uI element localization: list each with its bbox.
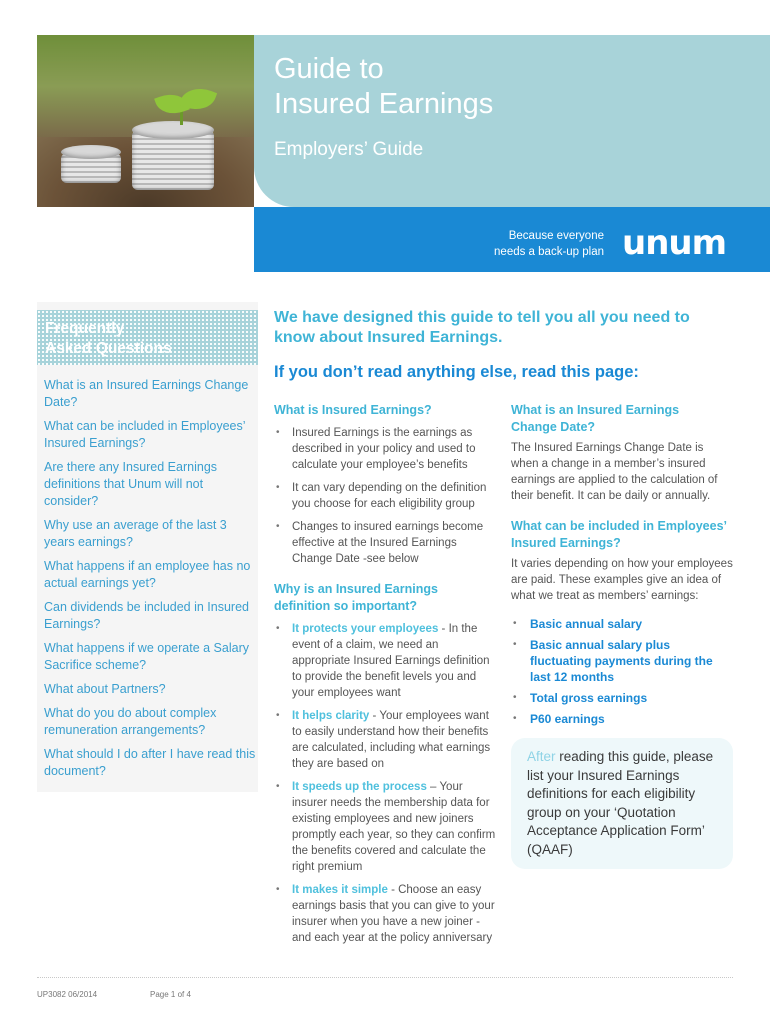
callout-lead: After <box>527 749 556 764</box>
callout-text: reading this guide, please list your Insured Earnings definitions for each eligibility group on your ‘Quotation Acceptance Application Form’ (QAAF) <box>527 749 714 857</box>
right-column <box>511 402 733 732</box>
why-important-list <box>274 621 496 946</box>
list-item <box>274 621 496 701</box>
faq-title-line-2: Asked Questions <box>45 340 172 357</box>
faq-link[interactable]: What should I do after I have read this document? <box>44 747 256 778</box>
included-list <box>511 616 733 727</box>
unum-logo <box>622 223 738 263</box>
intro-paragraph: We have designed this guide to tell you all you need to know about Insured Earnings. <box>274 309 690 346</box>
list-item: • It can vary depending on the definition you choose for each eligibility group <box>274 480 496 512</box>
bullet-lead: It protects your employees <box>292 623 439 635</box>
included-heading: What can be included in Employees’ Insured Earnings? <box>511 519 727 550</box>
list-item: • Basic annual salary plus fluctuating payments during the last 12 months <box>511 637 733 685</box>
list-item <box>274 708 496 772</box>
page-number: Page 1 of 4 <box>150 990 191 999</box>
bullet-text: - Your employees want to easily understand how their benefits are calculated, including what earnings they are based on <box>292 710 491 770</box>
faq-link[interactable]: Are there any Insured Earnings definitions that Unum will not consider? <box>44 460 218 508</box>
left-column <box>274 402 496 946</box>
why-important-heading: Why is an Insured Earnings definition so important? <box>274 582 438 613</box>
header-photo-coins-seedling <box>37 35 254 207</box>
title-line-1: Guide to <box>274 53 384 85</box>
faq-link[interactable]: What can be included in Employees’ Insured Earnings? <box>44 419 246 450</box>
faq-title-line-1: Frequently <box>45 320 125 337</box>
bullet-lead: It helps clarity <box>292 710 370 722</box>
key-headline: If you don’t read anything else, read this page: <box>274 363 639 381</box>
faq-link[interactable]: Why use an average of the last 3 years earnings? <box>44 518 227 549</box>
document-code: UP3082 06/2014 <box>37 990 98 999</box>
faq-sidebar <box>37 302 258 792</box>
document-title <box>274 52 674 122</box>
bullet-lead: It speeds up the process <box>292 781 427 793</box>
faq-title <box>45 319 195 359</box>
list-item: • Insured Earnings is the earnings as described in your policy and used to calculate your employee’s benefits <box>274 425 496 473</box>
faq-link[interactable]: What about Partners? <box>44 682 166 696</box>
list-item: • Total gross earnings <box>511 690 733 706</box>
faq-link[interactable]: What do you do about complex remuneration arrangements? <box>44 706 217 737</box>
footer-divider <box>37 977 733 978</box>
change-date-text: The Insured Earnings Change Date is when a change in a member’s insured earnings are applied to the calculation of their benefit. It can be daily or annually. <box>511 442 718 502</box>
tagline-line-1: Because everyone <box>508 230 604 242</box>
list-item: • P60 earnings <box>511 711 733 727</box>
faq-list <box>44 377 256 787</box>
coin-stack-large <box>132 130 214 190</box>
bullet-text: - In the event of a claim, we need an appropriate Insured Earnings definition to provide the benefit levels you and your employees want <box>292 623 490 699</box>
coin-top-large <box>132 121 214 139</box>
action-callout <box>511 738 733 869</box>
bullet-text: – Your insurer needs the membership data for existing employees and new joiners promptly each year, so they can confirm the benefits covered and calculate the right premium <box>292 781 496 873</box>
included-text: It varies depending on how your employees are paid. These examples give an idea of what we treat as members’ earnings: <box>511 558 733 602</box>
list-item: • Changes to insured earnings become effective at the Insured Earnings Change Date -see below <box>274 519 496 567</box>
title-line-2: Insured Earnings <box>274 88 494 120</box>
faq-link[interactable]: What happens if an employee has no actual earnings yet? <box>44 559 251 590</box>
faq-link[interactable]: What is an Insured Earnings Change Date? <box>44 378 249 409</box>
list-item: • Basic annual salary <box>511 616 733 632</box>
bullet-lead: It makes it simple <box>292 884 388 896</box>
faq-link[interactable]: What happens if we operate a Salary Sacrifice scheme? <box>44 641 249 672</box>
logo-wordmark: unum <box>622 223 727 263</box>
list-item <box>274 882 496 946</box>
brand-tagline <box>470 228 604 260</box>
tagline-line-2: needs a back-up plan <box>494 246 604 258</box>
change-date-heading: What is an Insured Earnings Change Date? <box>511 403 680 434</box>
coin-top-small <box>61 145 121 159</box>
list-item <box>274 779 496 875</box>
what-is-list <box>274 425 496 567</box>
what-is-heading: What is Insured Earnings? <box>274 403 432 417</box>
document-subtitle: Employers’ Guide <box>274 139 424 160</box>
faq-link[interactable]: Can dividends be included in Insured Earnings? <box>44 600 249 631</box>
bullet-text: - Choose an easy earnings basis that you can give to your insurer when you have a new joiner - and each year at the policy anniversary <box>292 884 495 944</box>
